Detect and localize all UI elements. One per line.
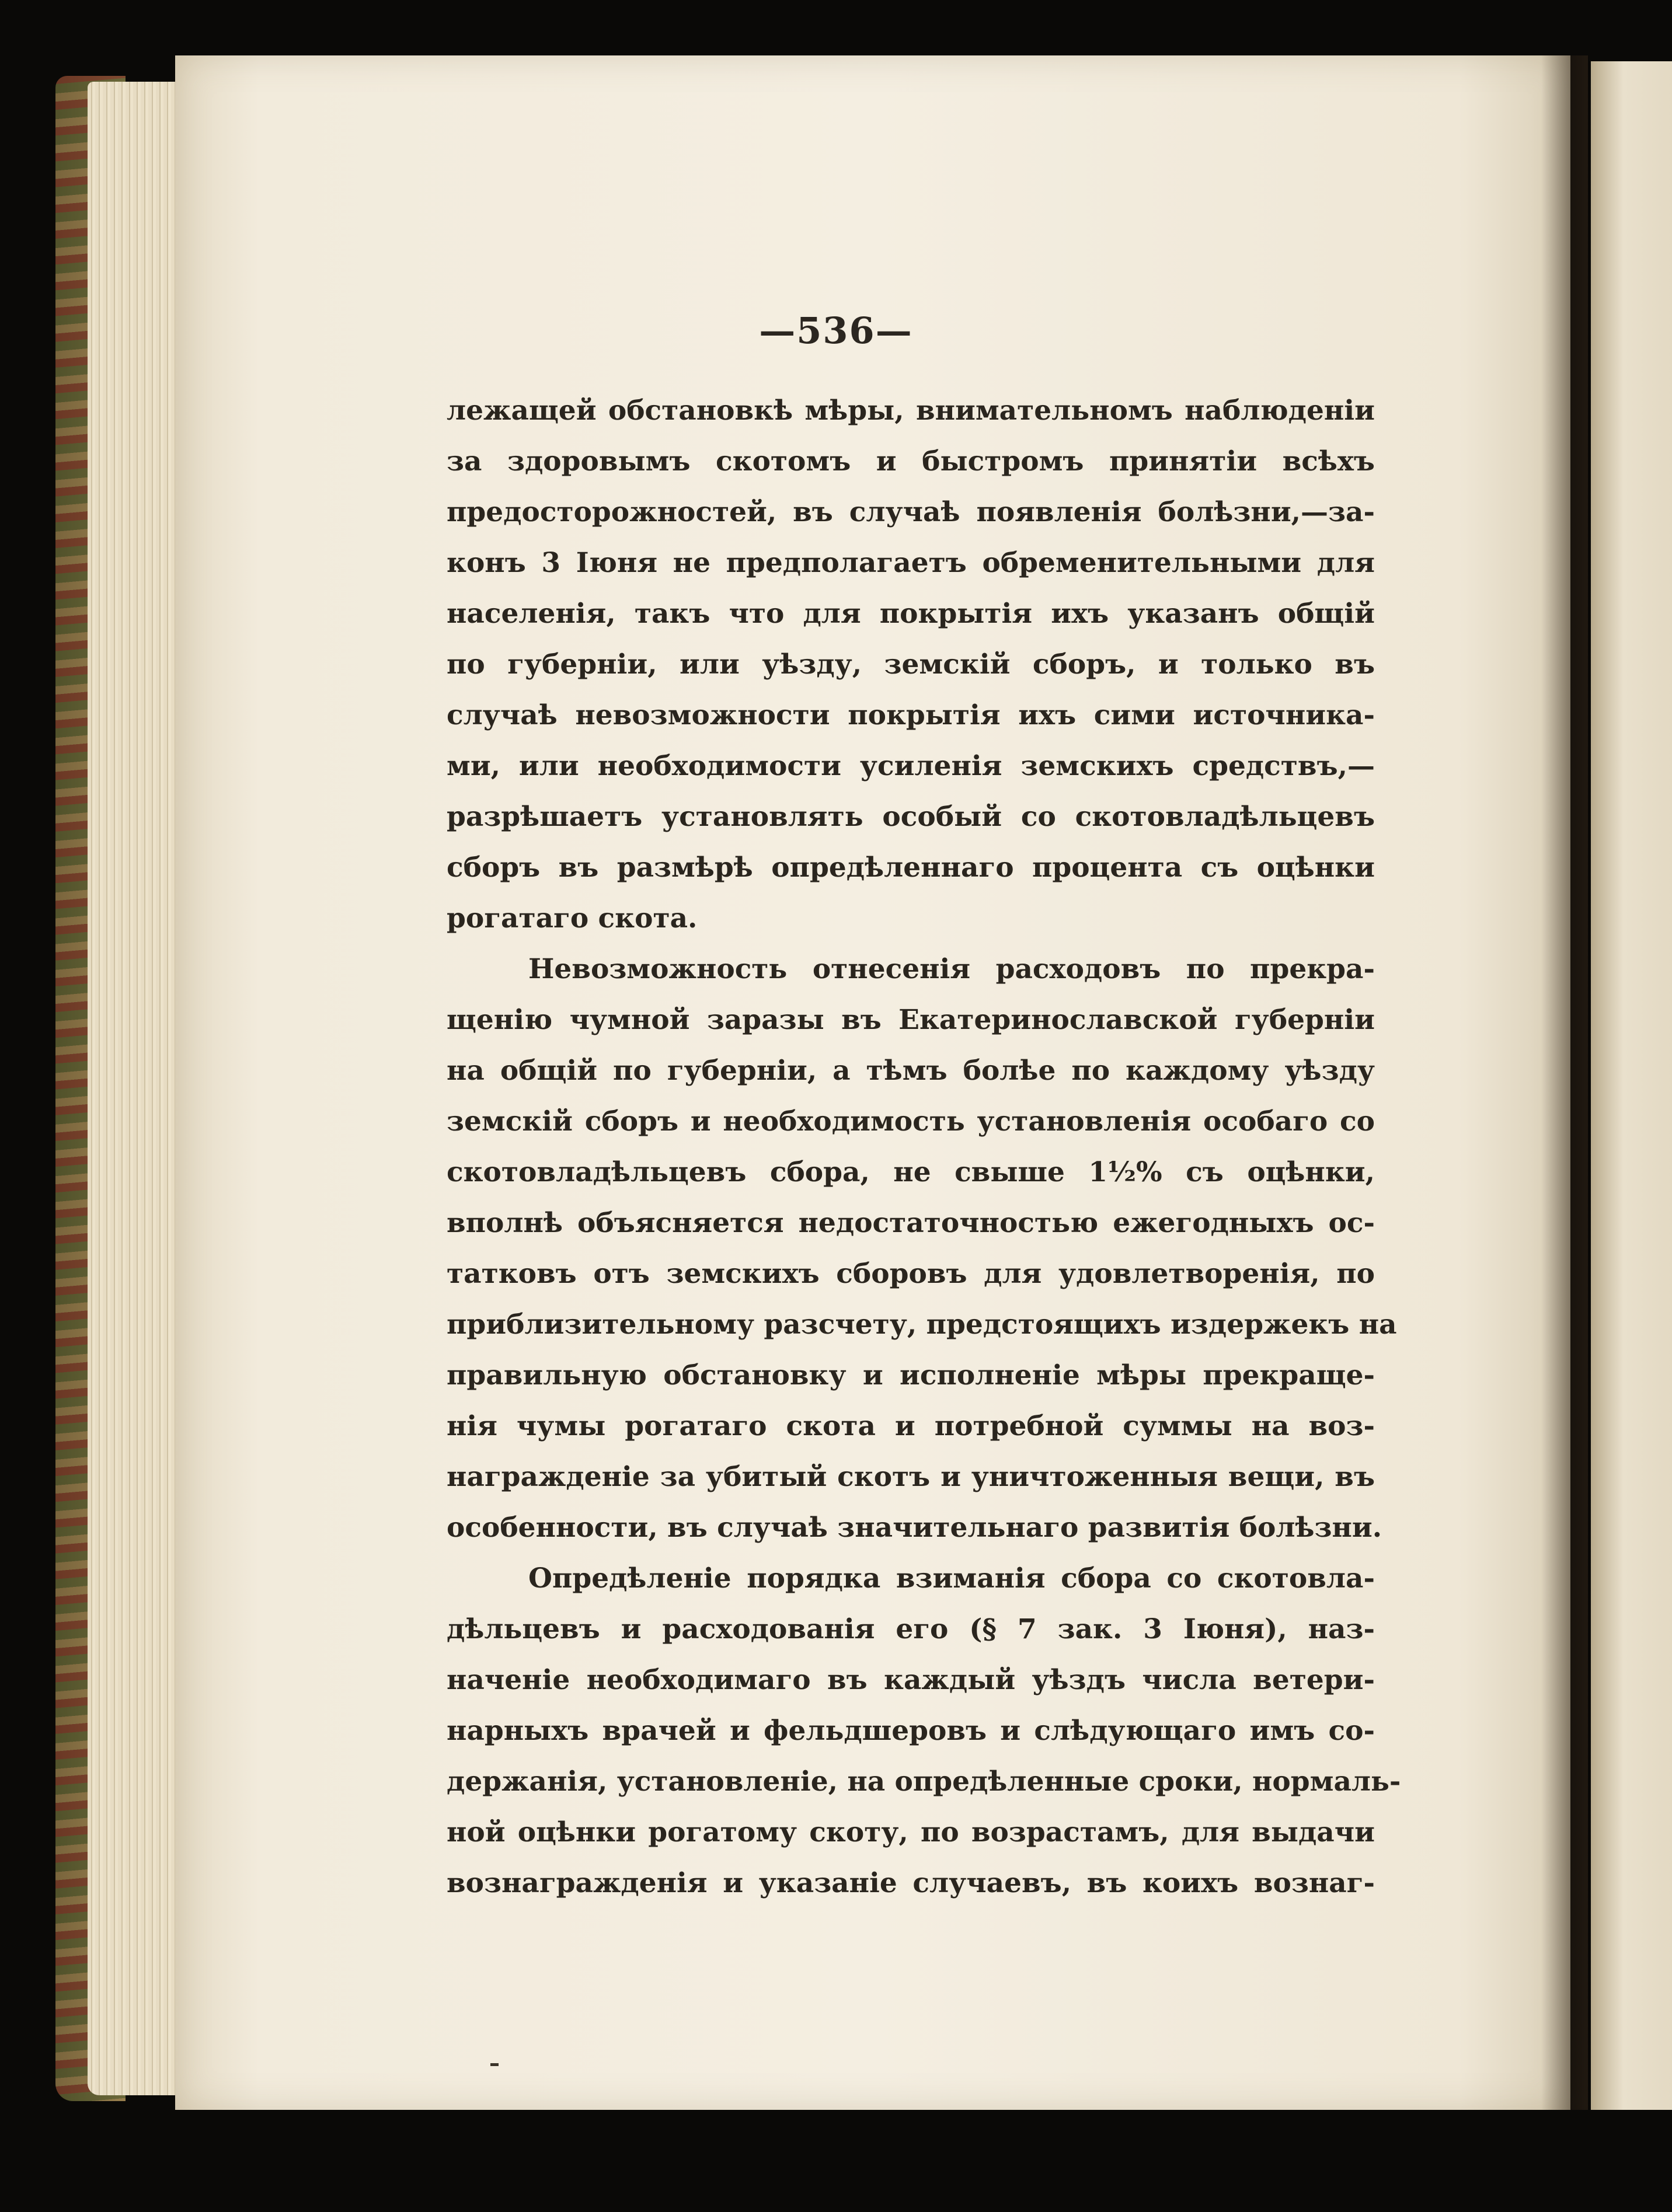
text-line: на общій по губерніи, а тѣмъ болѣе по каждому уѣзду bbox=[447, 1055, 1375, 1087]
text-line: случаѣ невозможности покрытія ихъ сими источника- bbox=[447, 699, 1375, 731]
text-line: населенія, такъ что для покрытія ихъ указанъ общій bbox=[447, 598, 1375, 630]
text-line: правильную обстановку и исполненіе мѣры прекраще- bbox=[447, 1359, 1375, 1391]
text-line: скотовладѣльцевъ сбора, не свыше 1½% съ оцѣнки, bbox=[447, 1156, 1375, 1188]
text-line: приблизительному разсчету, предстоящихъ издержекъ на bbox=[447, 1309, 1397, 1341]
text-line: рогатаго скота. bbox=[447, 902, 698, 934]
text-line: щенію чумной заразы въ Екатеринославской губерніи bbox=[447, 1004, 1375, 1036]
page-body-text bbox=[447, 385, 1401, 1909]
text-line: держанія, установленіе, на опредѣленные сроки, нормаль- bbox=[447, 1766, 1401, 1798]
text-line: Опредѣленіе порядка взиманія сбора со скотовла- bbox=[528, 1562, 1375, 1595]
text-line: дѣльцевъ и расходованія его (§ 7 зак. 3 Іюня), наз- bbox=[447, 1613, 1375, 1645]
text-line: наченіе необходимаго въ каждый уѣздъ числа ветери- bbox=[447, 1664, 1375, 1696]
page-gutter-shadow bbox=[1541, 55, 1588, 2110]
page-number: —536— bbox=[759, 309, 913, 352]
text-line: вполнѣ объясняется недостаточностью ежегодныхъ ос- bbox=[447, 1207, 1375, 1239]
text-line: конъ 3 Іюня не предполагаетъ обременительными для bbox=[447, 547, 1375, 579]
text-line: ми, или необходимости усиленія земскихъ средствъ,— bbox=[447, 750, 1375, 782]
text-line: нарныхъ врачей и фельдшеровъ и слѣдующаго имъ со- bbox=[447, 1715, 1375, 1747]
text-line: Невозможность отнесенія расходовъ по прекра- bbox=[528, 953, 1375, 985]
text-line: земскій сборъ и необходимость установленія особаго со bbox=[447, 1105, 1375, 1138]
text-line: ной оцѣнки рогатому скоту, по возрастамъ, для выдачи bbox=[447, 1816, 1375, 1848]
text-line: нія чумы рогатаго скота и потребной суммы на воз- bbox=[447, 1410, 1375, 1442]
text-line: по губерніи, или уѣзду, земскій сборъ, и только въ bbox=[447, 648, 1375, 681]
text-line: сборъ въ размѣрѣ опредѣленнаго процента съ оцѣнки bbox=[447, 852, 1375, 884]
text-line: лежащей обстановкѣ мѣры, внимательномъ наблюденіи bbox=[447, 395, 1375, 427]
text-line: особенности, въ случаѣ значительнаго развитія болѣзни. bbox=[447, 1512, 1382, 1544]
text-line: татковъ отъ земскихъ сборовъ для удовлетворенія, по bbox=[447, 1258, 1375, 1290]
ink-mark bbox=[490, 2063, 499, 2066]
text-line: разрѣшаетъ установлять особый со скотовладѣльцевъ bbox=[447, 801, 1375, 833]
text-line: предосторожностей, въ случаѣ появленія болѣзни,—за- bbox=[447, 496, 1375, 528]
text-line: награжденіе за убитый скотъ и уничтоженныя вещи, въ bbox=[447, 1461, 1375, 1493]
text-line: вознагражденія и указаніе случаевъ, въ коихъ вознаг- bbox=[447, 1867, 1375, 1899]
next-page-edge bbox=[1591, 61, 1672, 2110]
text-line: за здоровымъ скотомъ и быстромъ принятіи всѣхъ bbox=[447, 445, 1375, 477]
